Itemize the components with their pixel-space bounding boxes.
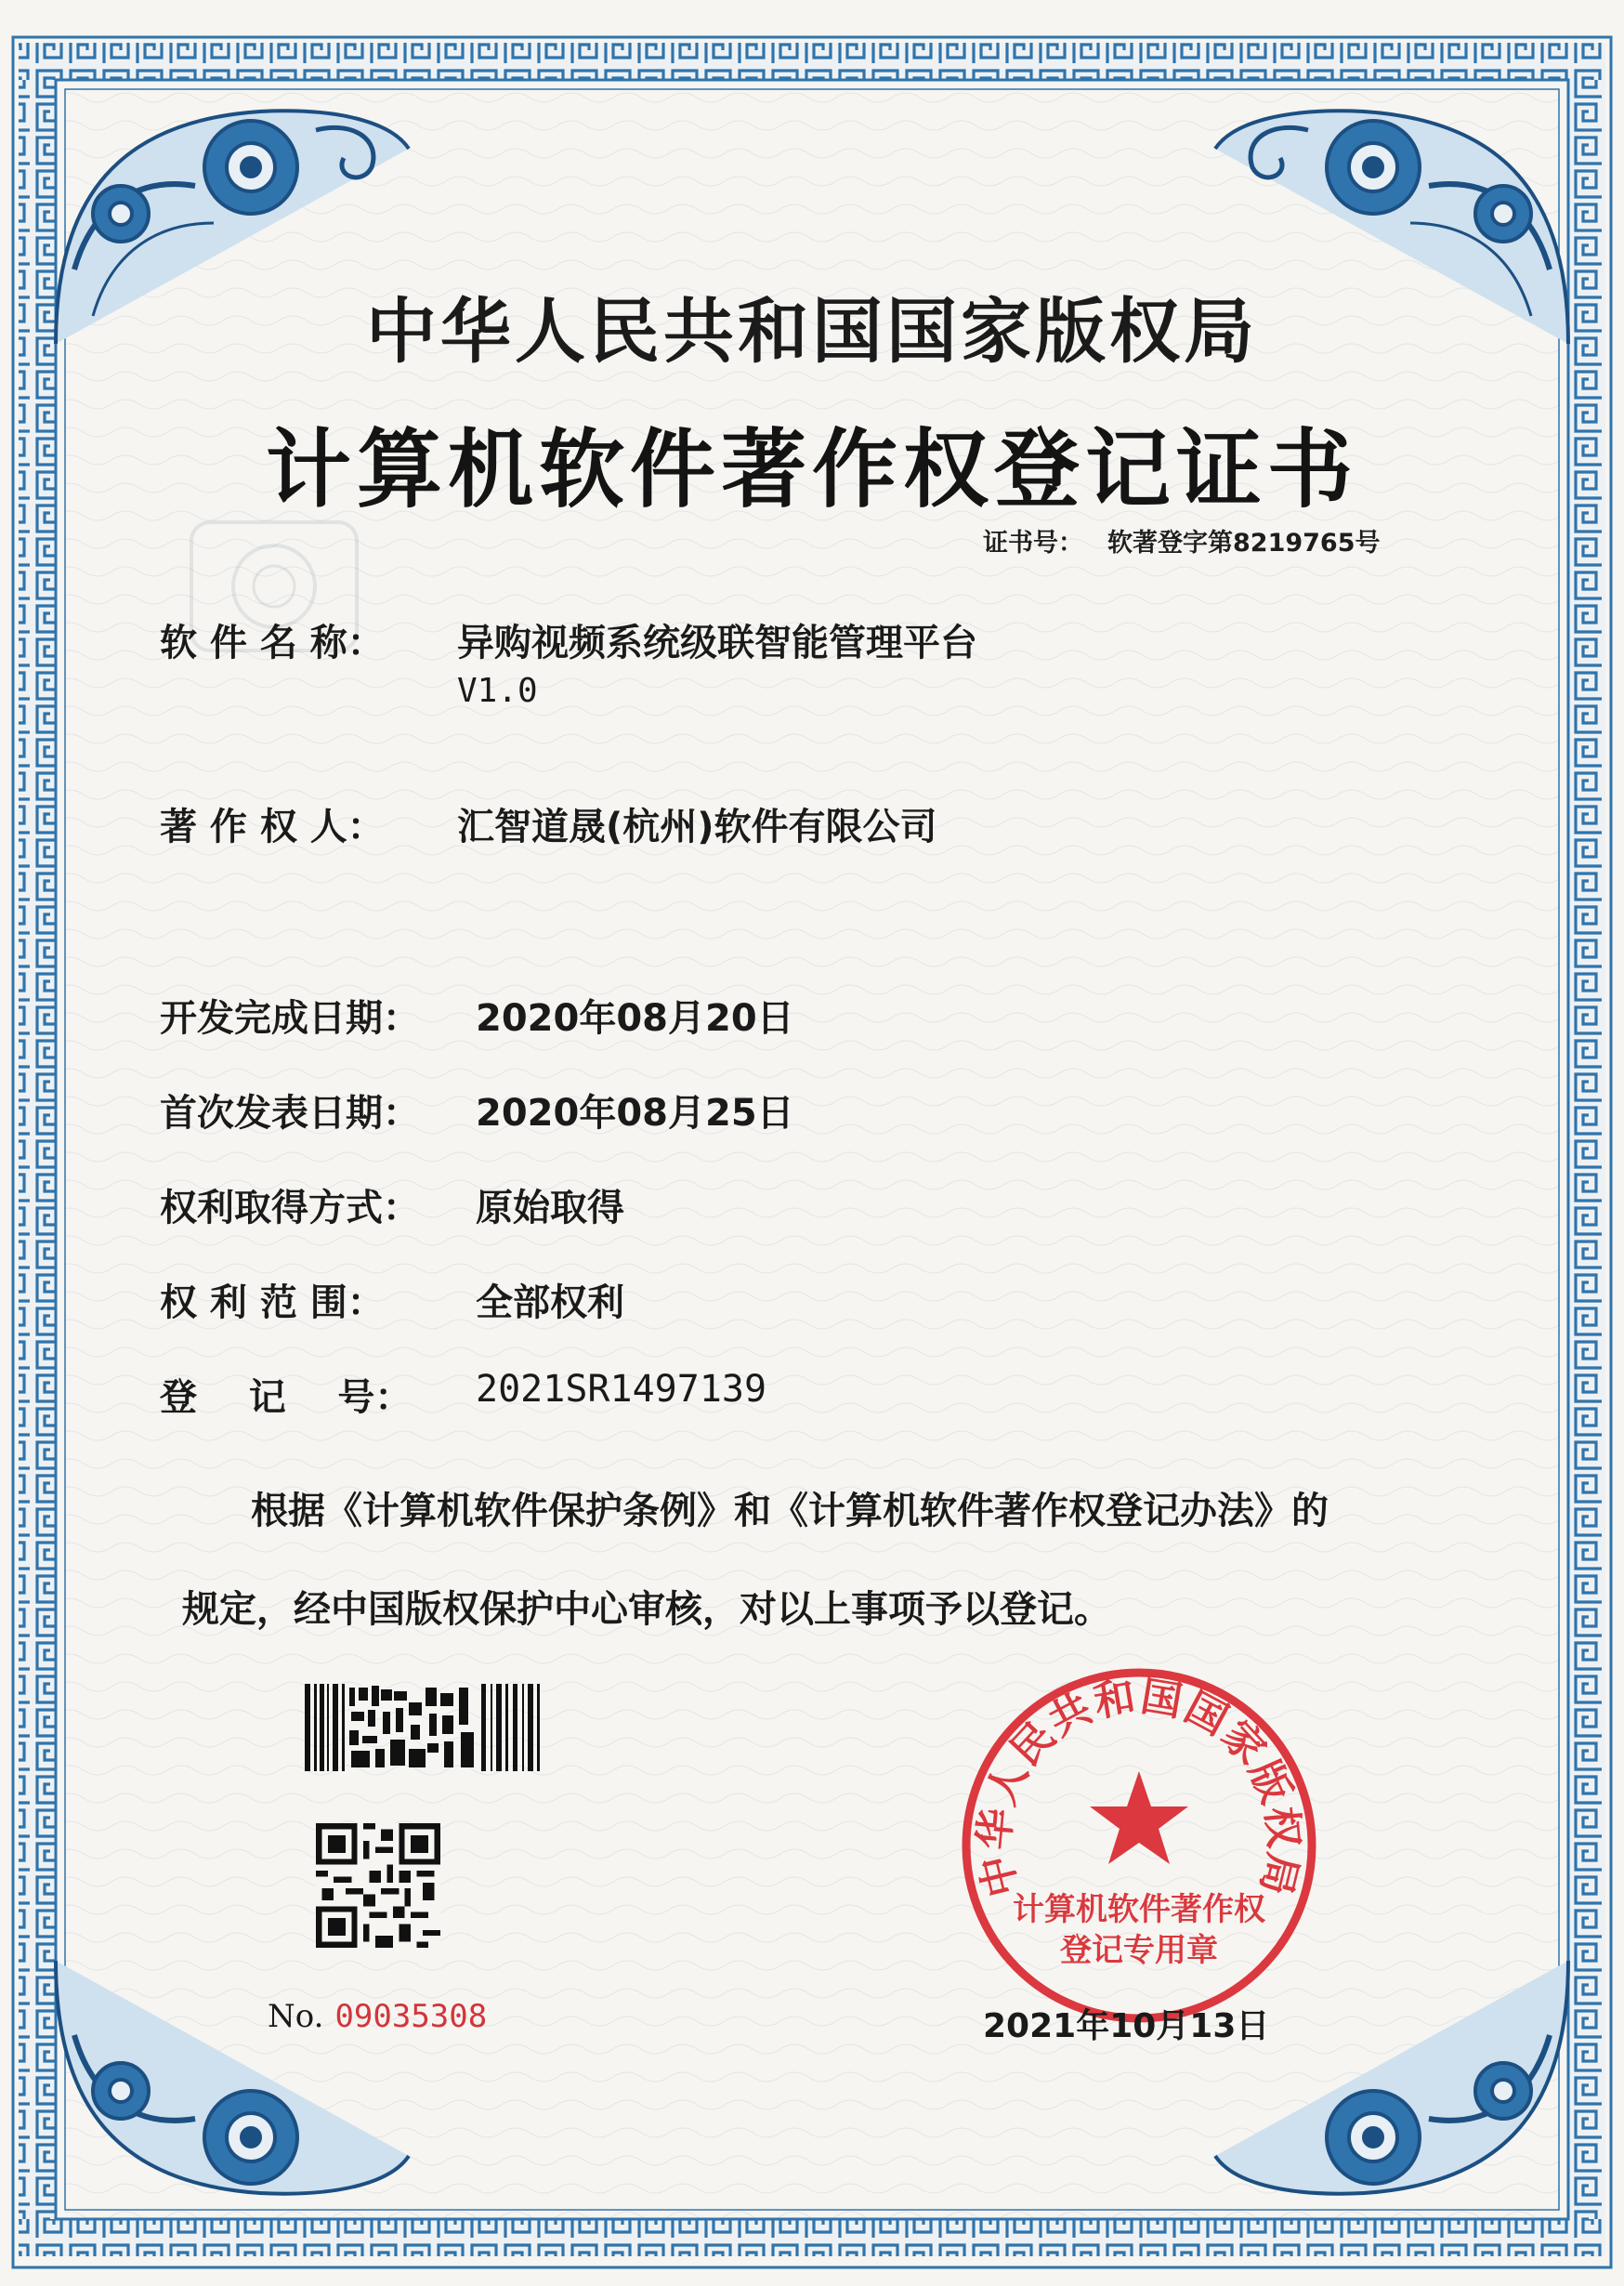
certificate-number-value: 软著登字第8219765号 [1107,529,1381,558]
copyright-owner-label: 著 作 权 人： [160,806,385,848]
completion-date-label: 开发完成日期： [160,997,420,1040]
software-name-value [457,613,977,710]
seal-inner-line1: 计算机软件著作权 [1013,1891,1265,1928]
statement-line-1: 根据《计算机软件保护条例》和《计算机软件著作权登记办法》的 [251,1490,1329,1532]
serial-prefix: No. [268,1998,324,2035]
scope-of-rights-label: 权 利 范 围： [160,1281,385,1324]
scope-of-rights-row [160,1273,624,1326]
agency-title: 中华人民共和国国家版权局 [366,290,1258,373]
scope-of-rights-value: 全部权利 [476,1281,624,1324]
software-name-label: 软 件 名 称： [160,622,385,664]
acquisition-method-value: 原始取得 [476,1187,624,1229]
acquisition-method-row [160,1178,624,1231]
issue-date: 2021年10月13日 [983,2007,1270,2045]
copyright-owner-row [160,797,937,850]
registration-number-value: 2021SR1497139 [476,1368,767,1411]
corner-ornament-icon [37,1942,427,2221]
first-publication-label: 首次发表日期： [160,1092,420,1135]
registration-number-label: 登 记 号： [160,1376,413,1419]
software-version: V1.0 [457,672,538,710]
completion-date-value: 2020年08月20日 [476,997,794,1040]
first-publication-row [160,1084,794,1136]
software-name-text: 异购视频系统级联智能管理平台 [457,622,977,664]
software-name-row [160,613,977,710]
serial-number [268,1998,487,2035]
qr-code-icon [316,1823,440,1948]
seal-inner-line2: 登记专用章 [1060,1932,1218,1969]
statement-line-2: 规定，经中国版权保护中心审核，对以上事项予以登记。 [182,1588,1111,1631]
certificate-number [983,522,1381,558]
copyright-owner-value: 汇智道晟(杭州)软件有限公司 [457,806,937,848]
completion-date-row [160,989,794,1042]
certificate-title: 计算机软件著作权登记证书 [265,420,1358,519]
barcode-icon [305,1684,541,1771]
first-publication-value: 2020年08月25日 [476,1092,794,1135]
registration-number-row [160,1368,766,1421]
official-seal-icon [955,1662,1323,2030]
seal-ring-text: 中华人民共和国国家版权局 [970,1672,1308,1902]
acquisition-method-label: 权利取得方式： [160,1187,420,1229]
certificate-number-label: 证书号： [983,529,1083,558]
serial-value: 09035308 [334,1998,488,2035]
